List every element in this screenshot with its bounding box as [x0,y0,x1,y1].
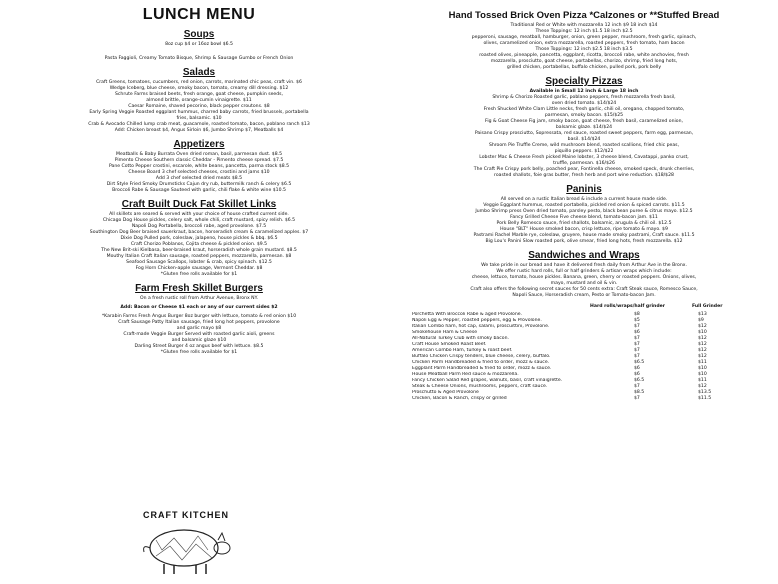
appetizers-list [8,152,390,194]
col-half-header: Hard rolls/wraps/half grinder [590,304,666,309]
menu-line: We take pride in our bread and have it delivered fresh daily from Arthur Ave in the Bronx. [481,263,687,268]
menu-line: basil. $14/$24 [567,137,601,142]
sandwich-price-full: $9 [698,318,704,323]
links-heading: Craft Built Duck Fat Skillet Links [121,199,277,210]
links-list [8,218,390,278]
pizza-heading: Hand Tossed Brick Oven Pizza *Calzones or **Stuffed Bread [448,10,720,21]
menu-line: Craft Sausage Patty Italian sausage, fried long hot peppers, provolone [118,320,280,325]
menu-line: Add 3 chef selected dried meats $8.5 [155,176,243,181]
menu-line: piquillo peppers. $12/$22 [554,149,614,154]
sandwich-price-half: $5 [634,318,640,323]
menu-line: Pane Cotto Pepper crostini, escarole, white beans, pancetta, parma stock $8.5 [108,164,290,169]
salads-heading: Salads [182,67,216,78]
menu-line: Pork Belly Romesco sauce, fried shallots, balsamic, arugula & chili oil. $12.5 [496,221,672,226]
sandwich-price-half: $6 [634,330,640,335]
pizza-list [398,23,770,71]
menu-line: roasted shallots, foie gras butter, fresh herb and port wine reduction. $18/$28 [494,173,674,178]
burgers-heading: Farm Fresh Skillet Burgers [135,283,263,294]
sandwich-price-half: $6 [634,366,640,371]
sandwich-price-full: $12 [698,354,707,359]
menu-line: Craft Greens, tomatoes, cucumbers, red onion, carrots, marinated chic peas, craft vin. $6 [96,80,302,85]
menu-line: Fresh Shucked White Clam Little necks, fresh garlic, chili oil, oregano, chopped tomato, [483,107,685,112]
menu-line: Paisano Crispy prosciutto, Sopressata, red sauce, roasted sweet peppers, farm egg, parmesan, [474,131,694,136]
sandwich-price-full: $10 [698,366,707,371]
menu-line: mayo, mustard and oil & vin. [550,281,618,286]
menu-line: olives, caramelized onion, extra mozzarella, roasted peppers, fresh tomato, ham bacon [483,41,685,46]
menu-line: and garlic mayo $8 [176,326,222,331]
sandwich-price-half: $7 [634,336,640,341]
soups-items: Pasta Faggioli, Creamy Tomato Bisque, Shrimp & Sausage Gumbo or French Onion [104,56,294,61]
menu-line: Broccoli Rabe & Sausage Sauteed with garlic, chili flake & white wine $10.5 [112,188,286,193]
menu-line: fries, balsamic. $10 [176,116,222,121]
menu-line: grilled chicken, portabellas, buffalo chicken, pulled pork, pork belly [506,65,662,70]
sandwich-name: Italian Combo ham, hot cap, salami, proscuittini, Provolone. [412,324,550,329]
menu-line: Shrimp & Chorizo Roasted garlic, poblano peppers, fresh mozzarella fresh basil, [492,95,676,100]
sandwich-price-half: $7 [634,354,640,359]
menu-line: The New Brit-ski Kielbasa, beer-braised kraut, horseradish whole grain mustard. $8.5 [101,248,297,253]
menu-line: Craft-made Veggie Burger Served with roasted garlic aioli, greens [123,332,275,337]
menu-line: Those Toppings: 12 inch $2.5 18 inch $3.5 [535,47,633,52]
craft-kitchen-logo [126,510,246,582]
sandwich-name: Chicken, Bacon & Ranch, crispy or grilled [412,396,507,401]
sandwich-price-full: $11 [698,360,707,365]
sandwich-price-full: $12 [698,342,707,347]
menu-line: Traditional Red or White with mozzarella 12 inch $9 18 inch $14 [510,23,658,28]
sandwiches-intro [398,263,770,299]
menu-line: Crab & Avocado Chilled lump crab meat, guacamole, roasted tomato, bacon, poblano ranch $13 [88,122,310,127]
menu-line: and balsamic glaze $10 [171,338,227,343]
burgers-sub: On a fresh rustic roll from Arthur Avenue, Bronx NY. [140,296,258,301]
menu-line: Southington Dog Beer braised sauerkraut, bacon, horseradish cream & caramelized apples. $7 [89,230,309,235]
sandwich-price-full: $12 [698,384,707,389]
specialty-sub: Available in Small 12 inch & Large 18 inch [529,89,639,94]
sandwiches-heading: Sandwiches and Wraps [528,250,640,261]
sandwich-price-full: $12 [698,336,707,341]
menu-line: cheese, lettuce, tomato, house pickles. Banana, green, cherry or roasted peppers. Onions, olives, [471,275,697,280]
sandwich-price-half: $7 [634,396,640,401]
menu-line: truffle, parmesan. $16/$26 [553,161,615,166]
sandwich-name: Smokehouse Ham & Cheese [412,330,478,335]
menu-line: Jumbo Shrimp press Oven dried tomato, parsley pesto, black bean puree & citrus mayo. $12.5 [475,209,693,214]
appetizers-heading: Appetizers [173,139,225,150]
sandwich-name: All-Natural Turkey Club with smoky bacon. [412,336,509,341]
sandwich-name: Fancy Chicken Salad Red grapes, walnuts, basil, craft vinaigrette. [412,378,563,383]
menu-line: Seafood Sausage Scallops, lobster & crab, spicy spinach. $12.5 [126,260,272,265]
menu-line: Veggie Eggplant hummus, roasted portabella, pickled red onion & spiced carrots. $11.5 [483,203,685,208]
menu-line: Lobster Mac & Cheese Fresh picked Maine lobster, 3 cheese blend, Cavatappi, panko crust, [479,155,689,160]
soups-heading: Soups [183,29,215,40]
sandwich-name: Chicken Parm Handbreaded & fried to order, mozz & sauce. [412,360,550,365]
sandwich-price-half: $7 [634,324,640,329]
menu-title: LUNCH MENU [142,6,256,23]
menu-line: Mouthy Italian Craft Italian sausage, roasted peppers, mozzarella, parmesan. $8 [106,254,292,259]
sandwich-price-full: $11 [698,378,707,383]
sandwich-price-half: $6.5 [634,360,645,365]
pig-icon [126,520,246,578]
sandwich-price-half: $7 [634,384,640,389]
menu-line: Craft Chorizo Poblanos, Cojita cheese & pickled onion. $9.5 [130,242,268,247]
menu-line: almond brittle, orange-cumin vinaigrette. $11 [146,98,252,103]
sandwich-name: Steak & Cheese Onions, mushrooms, peppers, craft sauce. [412,384,548,389]
sandwich-row [398,396,770,402]
menu-line: Dirt Style Fried Smoky Drumsticks Cajun dry rub, buttermilk ranch & celery $6.5 [106,182,292,187]
menu-line: Chicago Dog House pickles, celery salt, whole chili, craft mustard, spicy relish. $6.5 [102,218,296,223]
sandwich-price-half: $7 [634,342,640,347]
right-column [398,0,770,402]
sandwich-price-full: $10 [698,372,707,377]
menu-line: Craft also offers the following secret sauces for 50 cents extra: Craft Steak sauce, Romesco Sauce, [470,287,698,292]
menu-line: Napoli Dog Portabella, broccoli rabe, aged provolone. $7.5 [131,224,267,229]
menu-line: *Gluten free rolls available for $1 [160,272,238,277]
paninis-list [398,197,770,245]
menu-line: Dixie Dog Pulled pork, coleslaw, jalapeno, house pickles & bbq. $6.5 [120,236,278,241]
menu-line: pepperoni, sausage, meatball, hamburger, onion, green pepper, mushroom, fresh garlic, spinach, [471,35,697,40]
menu-line: Big Lou's Panini Slow roasted pork, olive smear, fried long hots, fresh mozzarella. $12 [485,239,683,244]
sandwich-price-full: $12 [698,348,707,353]
menu-line: Pimento Cheese Southern classic Cheddar - Pimento cheese spread. $7.5 [114,158,284,163]
burgers-add: Add: Bacon or Cheese $1 each or any of our current sides $2 [120,305,278,310]
menu-line: roasted olives, pineapple, pancetta, eggplant, ricotta, broccoli rabe, white anchovies, fresh [479,53,689,58]
menu-line: mozzarella, prosciutto, goat cheese, portabellas, chorizo, shrimp, fried long hots, [490,59,678,64]
sandwich-name: Proschutto & Aged Provolone [412,390,479,395]
menu-line: Pastrami Rachel Marble rye, coleslaw, gruyere, house made smoky pastrami, Craft sauce. $11.5 [473,233,695,238]
menu-line: Napoli Sauce, Horseradish cream, Pesto or Tomato-bacon Jam. [512,293,656,298]
sandwich-name: House Meatball Parm Red sauce & mozzarella. [412,372,519,377]
logo-text: CRAFT KITCHEN [143,510,229,520]
sandwich-price-half: $7 [634,348,640,353]
sandwich-table [398,312,770,402]
specialty-heading: Specialty Pizzas [545,76,623,87]
burgers-list [8,314,390,356]
sandwich-price-half: $8 [634,312,640,317]
sandwich-price-full: $11.5 [698,396,712,401]
sandwich-price-full: $12 [698,324,707,329]
menu-line: We offer rustic hard rolls, full or half grinders & artisan wraps which include: [496,269,672,274]
salads-list [8,80,390,134]
sandwich-price-full: $13 [698,312,707,317]
paninis-heading: Paninis [566,184,602,195]
sandwich-name: American Combo Ham, turkey & roast beef. [412,348,513,353]
menu-line: oven dried tomato. $14/$24 [551,101,617,106]
sandwich-price-full: $13.5 [698,390,712,395]
menu-line: *Gluten free rolls available for $1 [160,350,238,355]
sandwich-name: Craft House Smoked Roast Beef. [412,342,487,347]
sandwich-price-half: $6.5 [634,378,645,383]
specialty-list [398,95,770,179]
menu-line: Early Spring Veggie Roasted eggplant hummus, charred baby carrots, fried brussels, portabella [89,110,309,115]
menu-line: balsamic glaze. $14/$24 [555,125,613,130]
menu-line: Fancy Grilled Cheese Five cheese blend, tomato-bacon jam. $11 [510,215,658,220]
menu-line: Schrute Farms braised beets, fresh orange, goat cheese, pumpkin seeds, [114,92,284,97]
sandwich-price-full: $10 [698,330,707,335]
menu-line: parmesan, smoky bacon. $15/$25 [544,113,624,118]
soups-price: 8oz cup $4 or 16oz bowl $6.5 [165,42,233,47]
sandwich-name: Porchetta With Broccoli Rabe & aged Provolone. [412,312,523,317]
sandwich-name: Eggplant Parm Handbreaded & fried to order, mozz & sauce. [412,366,552,371]
menu-line: Meatballs & Baby Burrata Oven dried roman, basil, parmesan dust. $8.5 [115,152,283,157]
sandwich-price-half: $8.5 [634,390,645,395]
col-full-header: Full Grinder [692,304,723,309]
menu-line: Shroom Pie Truffle Creme, wild mushroom blend, roasted scallions, fried chic peas, [488,143,680,148]
menu-line: Cheese Board 3 chef selected cheeses, crostini and jams $10 [128,170,270,175]
menu-line: Fig & Goat Cheese Fig jam, smoky bacon, goat cheese, fresh basil, caramelized onion, [485,119,683,124]
menu-line: Add: Chicken breast $4, Angus Sirloin $6, Jumbo Shrimp $7, Meatballs $4 [114,128,284,133]
menu-line: The Craft Pie Crispy pork belly, poached pear, Fontinella cheese, smoked speck, drunk cherries, [473,167,695,172]
menu-line: Darling Street Burger 4 oz angus beef with lettuce. $8.5 [134,344,264,349]
menu-line: House "BLT" House smoked bacon, crisp lettuce, ripe tomato & mayo. $9 [500,227,668,232]
menu-line: These Toppings: 12 inch $1.5 18 inch $2.5 [535,29,633,34]
menu-line: *Karabin Farms Fresh Angus Burger 8oz burger with lettuce, tomato & red onion $10 [101,314,297,319]
menu-line: Fog Horn Chicken-apple sausage, Vermont Cheddar. $8 [135,266,263,271]
sandwich-name: Napoli Egg & Pepper, roasted peppers, egg & Provolone. [412,318,542,323]
sandwich-price-half: $6 [634,372,640,377]
links-sub: All skillets are seared & served with your choice of house crafted current side. [109,212,289,217]
menu-line: Caesar Romaine, shaved pecorino, black pepper croutons. $8 [128,104,270,109]
menu-line: Wedge Iceberg, blue cheese, smoky bacon, tomato, creamy dill dressing. $12 [109,86,289,91]
sandwich-table-header [398,304,770,312]
sandwich-name: Buffalo Chicken Crispy tenders, blue cheese, celery, buffalo. [412,354,551,359]
menu-line: All served on a rustic Italian bread & include a current house made side. [500,197,668,202]
left-column [8,0,390,356]
